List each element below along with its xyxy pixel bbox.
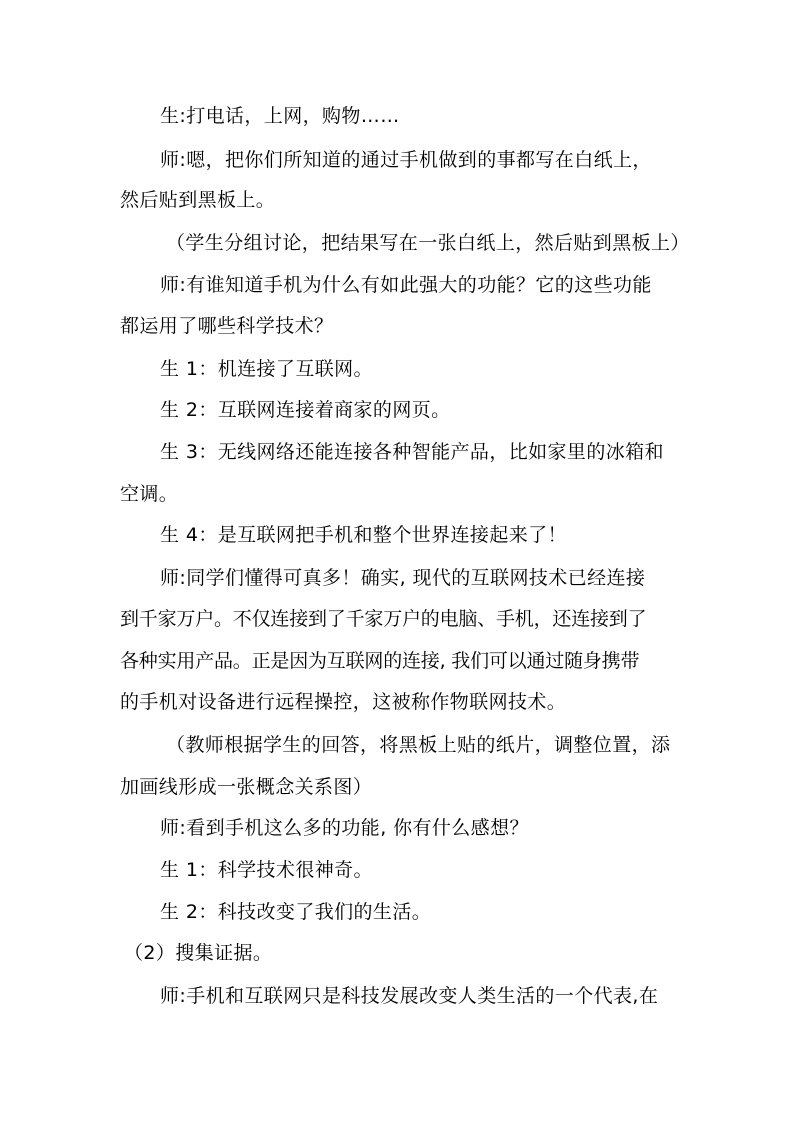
text-line: 师:同学们懂得可真多！确实, 现代的互联网技术已经连接: [160, 567, 646, 589]
text-line: 的手机对设备进行远程操控，这被称作物联网技术。: [120, 691, 567, 713]
text-line: 生 1：机连接了互联网。: [160, 358, 373, 380]
text-line: 生 2：互联网连接着商家的网页。: [160, 399, 451, 421]
text-line: 生 4：是互联网把手机和整个世界连接起来了！: [160, 524, 567, 546]
text-line: 都运用了哪些科学技术？: [120, 315, 334, 337]
text-line: 生 3：无线网络还能连接各种智能产品，比如家里的冰箱和: [160, 441, 664, 463]
text-line: 加画线形成一张概念关系图）: [120, 776, 373, 798]
text-line: 生:打电话，上网，购物……: [160, 105, 400, 127]
text-line: 生 1：科学技术很神奇。: [160, 859, 373, 881]
text-line: 师:有谁知道手机为什么有如此强大的功能？它的这些功能: [160, 274, 652, 296]
section-heading: （2）搜集证据。: [124, 942, 273, 964]
text-line: 然后贴到黑板上。: [120, 189, 276, 211]
text-line: 各种实用产品。正是因为互联网的连接, 我们可以通过随身携带: [120, 650, 640, 672]
text-line: （教师根据学生的回答，将黑板上贴的纸片，调整位置，添: [166, 734, 671, 756]
text-line: 师:看到手机这么多的功能, 你有什么感想？: [160, 817, 529, 839]
text-line: 生 2：科技改变了我们的生活。: [160, 901, 432, 923]
text-line: （学生分组讨论，把结果写在一张白纸上，然后贴到黑板上）: [166, 232, 690, 254]
text-line: 到千家万户。不仅连接到了千家万户的电脑、手机，还连接到了: [120, 608, 647, 630]
text-line: 师:手机和互联网只是科技发展改变人类生活的一个代表,在: [160, 985, 659, 1007]
text-line: 师:嗯，把你们所知道的通过手机做到的事都写在白纸上，: [160, 149, 652, 171]
text-line: 空调。: [120, 483, 179, 505]
